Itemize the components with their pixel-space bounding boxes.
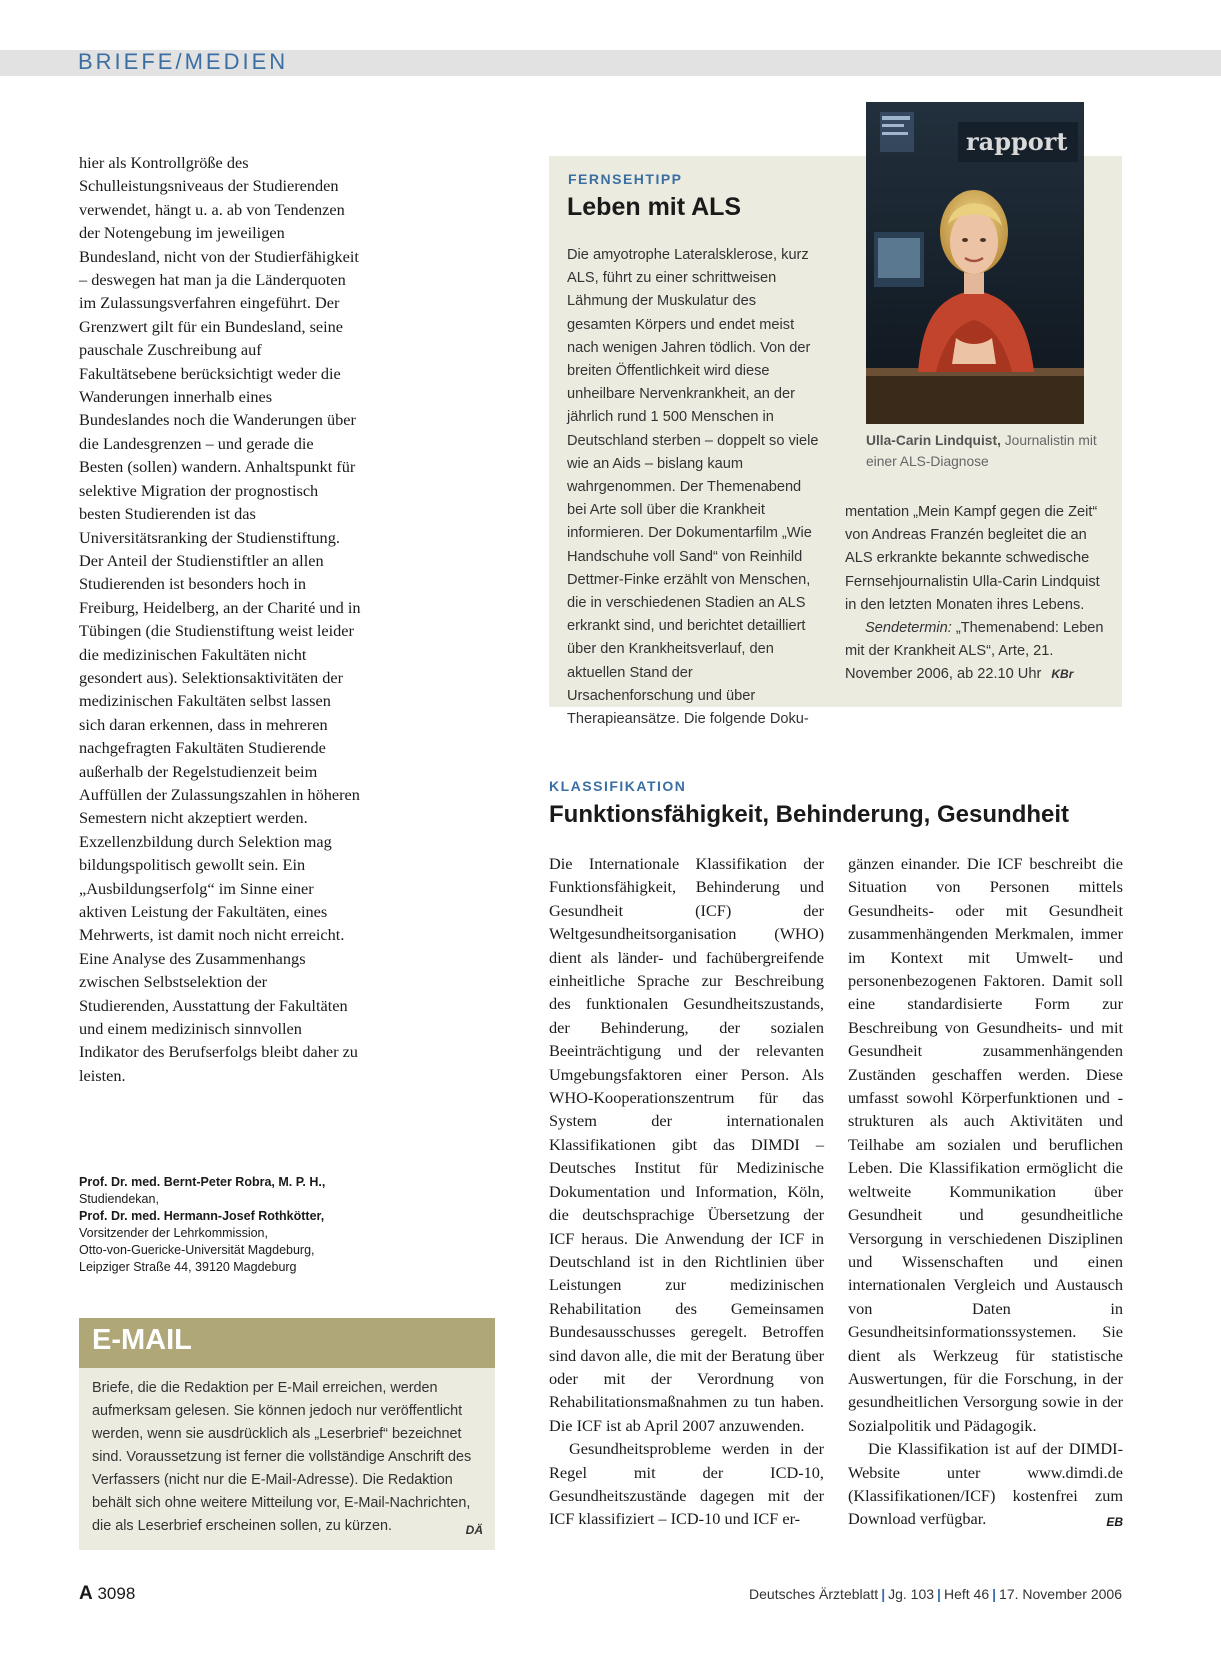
caption-text: Journalistin mit einer ALS-Diagnose [866,433,1097,469]
classification-signature: EB [1106,1515,1123,1530]
sendetermin-label: Sendetermin: [865,620,952,637]
journal-info: Deutsches Ärzteblatt | Jg. 103 | Heft 46 | 17. November 2006 [749,1586,1122,1602]
tv-tip-signature: KBr [1051,667,1074,682]
journal-name: Deutsches Ärzteblatt [749,1586,879,1602]
photo-caption [866,430,1106,472]
email-box-title: E-MAIL [79,1318,495,1368]
tv-tip-text-1: Die amyotrophe Lateralsklerose, kurz ALS, führt zu einer schrittweisen Lähmung der Muskulatur des gesamten Körpers und endet meist nach wenigen Jahren tödlich. Von der breiten Öffentlichkeit wird diese unheilbare Nervenkrankheit, an der jährlich rund 1 500 Menschen in Deutschland sterben – doppelt so viele wie an Aids – bislang kaum wahrgenommen. Der Themenabend bei Arte soll über die Krankheit informieren. Der Dokumentarfilm „Wie Handschuhe voll Sand“ von Reinhild Dettmer-Finke erzählt von Menschen, die in verschiedenen Stadien an ALS erkrankt sind, und berichtet detailliert über den Krankheitsverlauf, den aktuellen Stand der Ursachenforschung und über Therapieansätze. Die folgende Doku- [567,247,819,728]
tv-tip-text-2-body: mentation „Mein Kampf gegen die Zeit“ von Andreas Franzén begleitet die an ALS erkrankte bekannte schwedische Fernsehjournalistin Ulla-Carin Lindquist in den letzten Monaten ihres Lebens. [845,504,1100,613]
classification-col2-p2 [848,1437,1123,1531]
journal-date: 17. November 2006 [999,1586,1122,1602]
address-line2: Leipziger Straße 44, 39120 Magdeburg [79,1260,297,1274]
email-box-signature: DÄ [465,1523,483,1537]
classification-title: Funktionsfähigkeit, Behinderung, Gesundheit [549,801,1070,828]
email-box-body [79,1368,495,1538]
letter-text: hier als Kontrollgröße des Schulleistungsniveaus der Studierenden verwendet, hängt u. a. ab von Tendenzen der Notengebung im jeweiligen Bundesland, nicht von der Studierfähigkeit – deswegen hat man ja die Länderquoten im Zulassungsverfahren eingeführt. Der Grenzwert gilt für ein Bundesland, seine pauschale Zuschreibung auf Fakultätsebene berücksichtigt weder die Wanderungen innerhalb eines Bundeslandes noch die Wanderungen über die Landesgrenzen – und gerade die Besten (sollen) wandern. Anhaltspunkt für selektive Migration der prognostisch besten Studierenden ist das Universitätsranking der Studienstiftung. Der Anteil der Studienstiftler an allen Studierenden ist besonders hoch in Freiburg, Heidelberg, an der Charité und in Tübingen (die Studienstiftung weist leider die medizinischen Fakultäten nicht gesondert aus). Selektionsaktivitäten der medizinischen Fakultäten selbst lassen sich daran erkennen, dass in mehreren nachgefragten Fakultäten Studierende außerhalb der Regelstudienzeit beim Auffüllen der Zulassungszahlen in höheren Semestern nicht akzeptiert werden. Exzellenzbildung durch Selektion mag bildungspolitisch gewollt sein. Ein „Ausbildungserfolg“ im Sinne einer aktiven Leistung der Fakultäten, eines Mehrwerts, ist damit noch nicht erreicht. Eine Analyse des Zusammenhangs zwischen Selbstselektion der Studierenden, Ausstattung der Fakultäten und einem medizinisch sinnvollen Indikator des Berufserfolgs bleibt daher zu leisten. [79,153,361,1085]
email-box-text: Briefe, die die Redaktion per E-Mail erreichen, werden aufmerksam gelesen. Sie können jedoch nur veröffentlicht werden, wenn sie ausdrücklich als „Leserbrief“ bezeichnet sind. Voraussetzung ist ferner die vollständige Anschrift des Verfassers (nicht nur die E-Mail-Adresse). Die Redaktion behält sich ohne weitere Mitteilung vor, E-Mail-Nachrichten, die als Leserbrief erscheinen sollen, zu kürzen. [92,1380,472,1534]
tv-tip-text-2 [845,501,1110,687]
tv-tip-title: Leben mit ALS [567,193,742,221]
classification-column-1 [549,852,824,1531]
photo-sign-text: rapport [966,127,1068,156]
journal-volume: Jg. 103 [888,1586,935,1602]
classification-column-2 [848,852,1123,1535]
author1-name: Prof. Dr. med. Bernt-Peter Robra, M. P. H., [79,1175,326,1189]
photo-illustration [866,102,1084,424]
author2-name: Prof. Dr. med. Hermann-Josef Rothkötter, [79,1209,325,1223]
letter-authors [79,1174,379,1276]
classification-col2-p1: gänzen einander. Die ICF beschreibt die Situation von Personen mittels Gesundheits- oder mit Gesundheit zusammenhängenden Merkmalen, immer im Kontext mit Umwelt- und personenbezogenen Faktoren. Damit soll eine standardisierte Form zur Beschreibung von Gesundheits- und mit Gesundheit zusammenhängenden Zuständen geschaffen werden. Diese umfasst sowohl Körperfunktionen und -strukturen als auch Aktivitäten und Teilhabe am sozialen und beruflichen Leben. Die Klassifikation ermöglicht die weltweite Kommunikation über Gesundheit und gesundheitliche Versorgung in verschiedenen Disziplinen und Wissenschaften und einen internationalen Vergleich und Austausch von Daten in Gesundheitsinformationssystemen. Sie dient als Werkzeug für statistische Auswertungen, für die Forschung, in der gesundheitlichen Versorgung sowie in der Sozialpolitik und Pädagogik. [848,854,1123,1435]
letter-column [79,151,361,1087]
tv-tip-kicker: FERNSEHTIPP [568,171,683,187]
page-number [79,1583,135,1605]
classification-kicker: KLASSIFIKATION [549,778,687,794]
classification-col1-p2: Gesundheitsprobleme werden in der Regel mit der ICD-10, Gesundheitszustände dagegen mit der ICF klassifiziert – ICD-10 und ICF er- [549,1439,824,1529]
page-number-value: 3098 [97,1584,136,1603]
email-info-box [79,1318,495,1550]
author1-role: Studiendekan, [79,1192,159,1206]
caption-name: Ulla-Carin Lindquist, [866,433,1001,448]
author2-role: Vorsitzender der Lehrkommission, [79,1226,268,1240]
journalist-photo [866,102,1084,424]
section-label: BRIEFE/MEDIEN [78,49,289,74]
sendetermin-text: „Themenabend: Leben mit der Krankheit ALS“, Arte, 21. November 2006, ab 22.10 Uhr [845,620,1104,683]
address-line1: Otto-von-Guericke-Universität Magdeburg, [79,1243,315,1257]
classification-col2-p2-text: Die Klassifikation ist auf der DIMDI-Website unter www.dimdi.de (Klassifikationen/ICF) kostenfrei zum Download verfügbar. [848,1439,1123,1529]
journal-issue: Heft 46 [943,1586,990,1602]
page-prefix: A [79,1583,93,1604]
classification-col1-p1: Die Internationale Klassifikation der Funktionsfähigkeit, Behinderung und Gesundheit (ICF) der Weltgesundheitsorganisation (WHO) dient als länder- und fachübergreifende einheitliche Sprache zur Beschreibung des funktionalen Gesundheitszustands, der Behinderung, der sozialen Beeinträchtigung und der relevanten Umgebungsfaktoren einer Person. Als WHO-Kooperationszentrum für das System der internationalen Klassifikationen gibt das DIMDI – Deutsches Institut für Medizinische Dokumentation und Information, Köln, die deutschsprachige Übersetzung der ICF heraus. Die Anwendung der ICF in Deutschland ist in den Richtlinien über Leistungen zur medizinischen Rehabilitation des Gemeinsamen Bundesausschusses geregelt. Betroffen sind davon alle, die mit der Beratung über oder mit der Verordnung von Rehabilitationsmaßnahmen zu tun haben. Die ICF ist ab April 2007 anzuwenden. [549,854,824,1435]
